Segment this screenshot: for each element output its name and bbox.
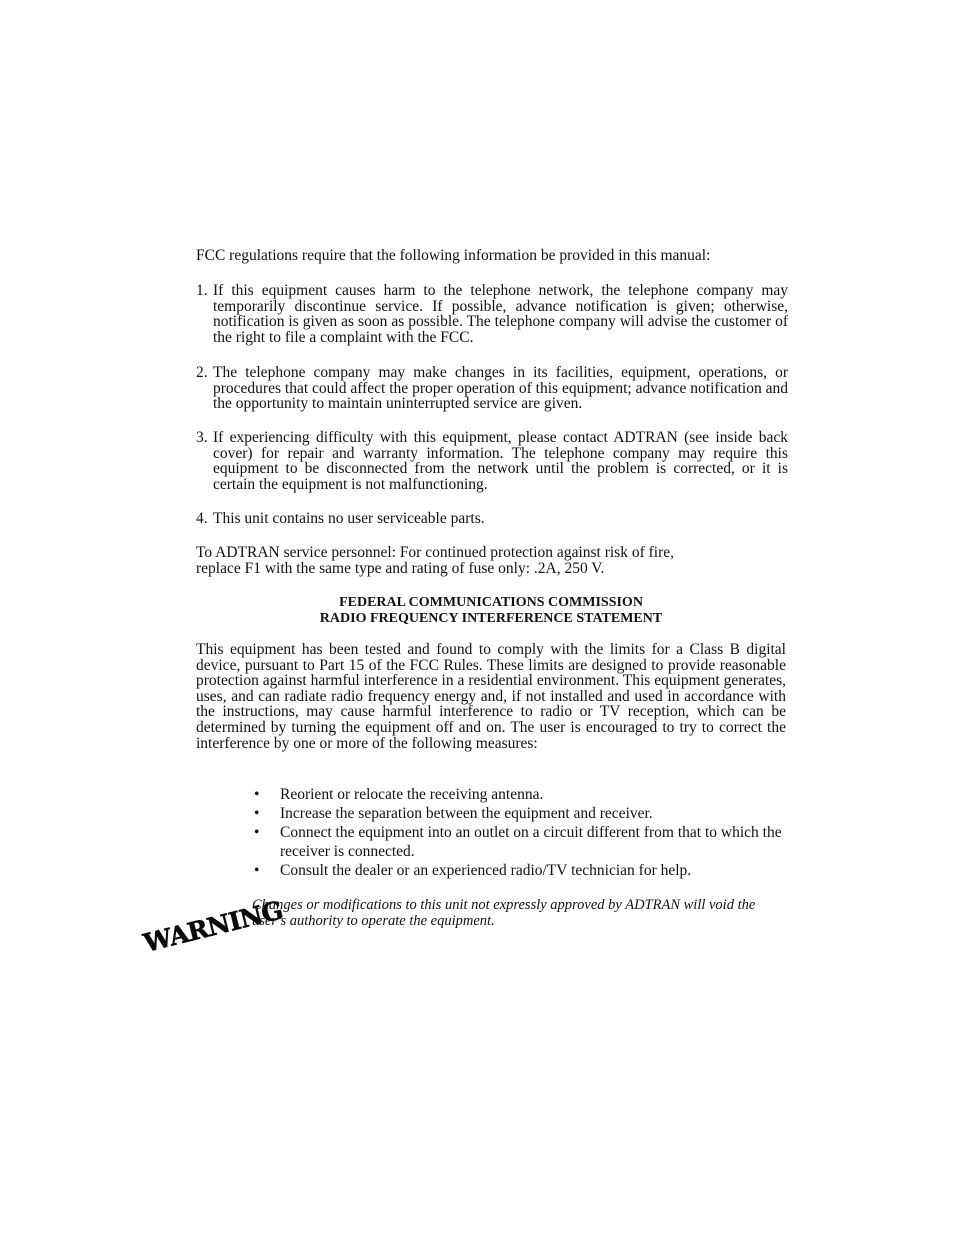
service-note-line-2: replace F1 with the same type and rating of fuse only: .2A, 250 V. [196,560,605,577]
item-number: 2. [196,364,208,381]
service-note-line-1: To ADTRAN service personnel: For continued protection against risk of fire, [196,544,675,561]
warning-stamp-icon [138,895,286,958]
item-number: 1. [196,282,208,299]
item-text: The telephone company may make changes in its facilities, equipment, operations, or procedures that could affect the proper operation of this equipment; advance notification and the opportunity to maintain uninterrupted service are given. [213,364,788,413]
list-item [252,785,792,804]
section-heading-line-2: RADIO FREQUENCY INTERFERENCE STATEMENT [319,611,663,626]
list-item-text: Increase the separation between the equipment and receiver. [280,805,653,822]
list-item-text: Consult the dealer or an experienced radio/TV technician for help. [280,862,692,879]
bullet-icon: • [254,805,260,822]
section-heading-line-1: FEDERAL COMMUNICATIONS COMMISSION [339,595,643,610]
section-heading [196,595,786,627]
item-text: If experiencing difficulty with this equipment, please contact ADTRAN (see inside back cover) for repair and warranty information. The telephone company may require this equipment to be disconnected from the network until the problem is corrected, or it is certain the equipment is not malfunctioning. [213,429,788,493]
bullet-icon: • [254,786,260,803]
item-number: 4. [196,510,208,527]
warning-message: Changes or modifications to this unit not expressly approved by ADTRAN will void the user’s authority to operate the equipment. [252,897,756,929]
list-item [252,823,792,861]
item-text: This unit contains no user serviceable parts. [213,510,485,527]
bullet-icon: • [254,824,260,841]
item-text: If this equipment causes harm to the telephone network, the telephone company may temporarily discontinue service. If possible, advance notification is given; otherwise, notification is given as soon as possible. The telephone company will advise the customer of the right to file a complaint with the FCC. [213,282,788,346]
interference-statement: This equipment has been tested and found to comply with the limits for a Class B digital device, pursuant to Part 15 of the FCC Rules. These limits are designed to provide reasonable protection against harmful interference in a residential environment. This equipment generates, uses, and can radiate radio frequency energy and, if not installed and used in accordance with the instructions, may cause harmful interference to radio or TV reception, which can be determined by turning the equipment off and on. The user is encouraged to try to correct the interference by one or more of the following measures: [196,641,786,752]
bullet-icon: • [254,862,260,879]
list-item-text: Reorient or relocate the receiving antenna. [280,786,544,803]
numbered-item-2 [196,365,788,412]
list-item [252,861,792,880]
list-item [252,804,792,823]
list-item-text: Connect the equipment into an outlet on a circuit different from that to which the receiver is connected. [280,824,782,860]
warning-stamp-text: WARNING [140,895,286,958]
measures-list [252,785,792,880]
numbered-item-3 [196,430,788,492]
item-number: 3. [196,429,208,446]
numbered-item-4 [196,511,788,527]
intro-paragraph: FCC regulations require that the following information be provided in this manual: [196,247,711,264]
service-note [196,545,756,577]
numbered-item-1 [196,283,788,345]
